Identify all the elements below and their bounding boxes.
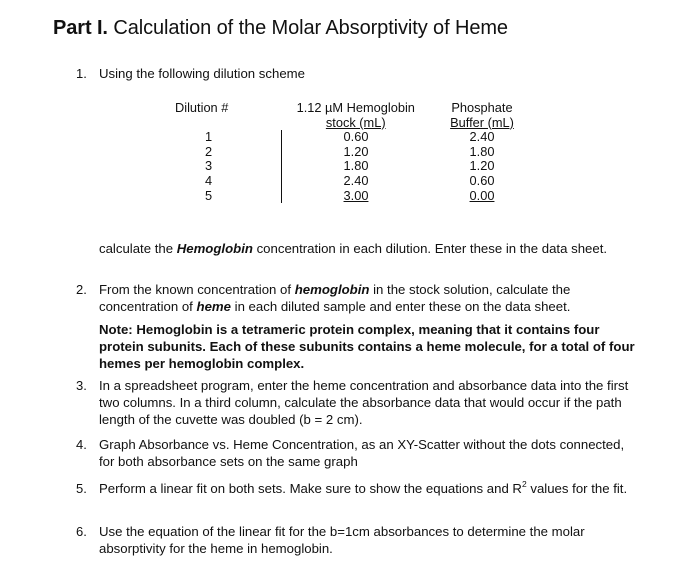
item-number: 2.: [76, 282, 87, 297]
table-row: [172, 130, 534, 145]
cell-stock: 1.80: [282, 159, 431, 174]
item-number: 1.: [76, 66, 87, 81]
instruction-3: In a spreadsheet program, enter the heme concentration and absorbance data into the first two columns. In a third column, calculate the absorbance data that would occur if the path length of the cuvette was doubled (b = 2 cm).: [99, 378, 629, 427]
cell-buffer: 1.80: [469, 143, 495, 159]
cell-dilution: 1: [205, 129, 213, 145]
cell-dilution: 2: [205, 143, 213, 159]
table-header-row: [172, 116, 534, 131]
header-buffer-line2: Buffer (mL): [450, 114, 514, 130]
header-stock-line1: 1.12 µM Hemoglobin: [296, 100, 415, 115]
cell-stock: 2.40: [282, 174, 431, 189]
header-buffer-line1: Phosphate: [451, 100, 513, 115]
cell-buffer: 0.00: [469, 187, 495, 203]
instruction-2: From the known concentration of hemoglobin in the stock solution, calculate the concentration of heme in each diluted sample and enter these on the data sheet.: [99, 282, 571, 314]
note-label: Note:: [99, 322, 133, 337]
dilution-table: [172, 101, 534, 203]
item-number: 4.: [76, 437, 87, 452]
instruction-1: Using the following dilution scheme: [99, 66, 305, 81]
instruction-6: Use the equation of the linear fit for the b=1cm absorbances to determine the molar absorptivity for the heme in hemoglobin.: [99, 524, 585, 556]
cell-stock: 0.60: [282, 130, 431, 145]
hemoglobin-emphasis: Hemoglobin: [176, 241, 253, 256]
table-row: [172, 174, 534, 189]
item-number: 6.: [76, 524, 87, 539]
header-stock-line2: stock (mL): [325, 114, 386, 130]
cell-dilution: 4: [205, 172, 213, 188]
cell-dilution: 3: [205, 158, 213, 174]
page-title: [53, 17, 508, 40]
note-block: [99, 321, 644, 372]
title-text: Calculation of the Molar Absorptivity of Heme: [113, 17, 508, 39]
table-row: [172, 145, 534, 160]
cell-buffer: 1.20: [469, 158, 495, 174]
table-row: [172, 189, 534, 204]
title-prefix: Part I.: [53, 17, 108, 39]
after-table-text: calculate the Hemoglobin concentration in each dilution. Enter these in the data sheet.: [99, 241, 608, 256]
note-text: Hemoglobin is a tetrameric protein complex, meaning that it contains four protein subunits. Each of these subunits contains a heme molecule, for a total of four hemes per hemoglobin complex.: [99, 322, 635, 371]
cell-buffer: 2.40: [469, 129, 495, 145]
table-header-row: [172, 101, 534, 116]
table-row: [172, 159, 534, 174]
cell-buffer: 0.60: [469, 172, 495, 188]
instruction-5: Perform a linear fit on both sets. Make sure to show the equations and $R^2$ values for the fit.: [99, 478, 628, 496]
cell-stock: 3.00: [343, 187, 369, 203]
item-number: 3.: [76, 378, 87, 393]
instruction-4: Graph Absorbance vs. Heme Concentration, as an XY-Scatter without the dots connected, for both absorbance sets on the same graph: [99, 437, 625, 469]
cell-dilution: 5: [205, 187, 213, 203]
item-number: 5.: [76, 481, 87, 496]
header-dilution: Dilution #: [175, 100, 229, 115]
cell-stock: 1.20: [282, 145, 431, 160]
